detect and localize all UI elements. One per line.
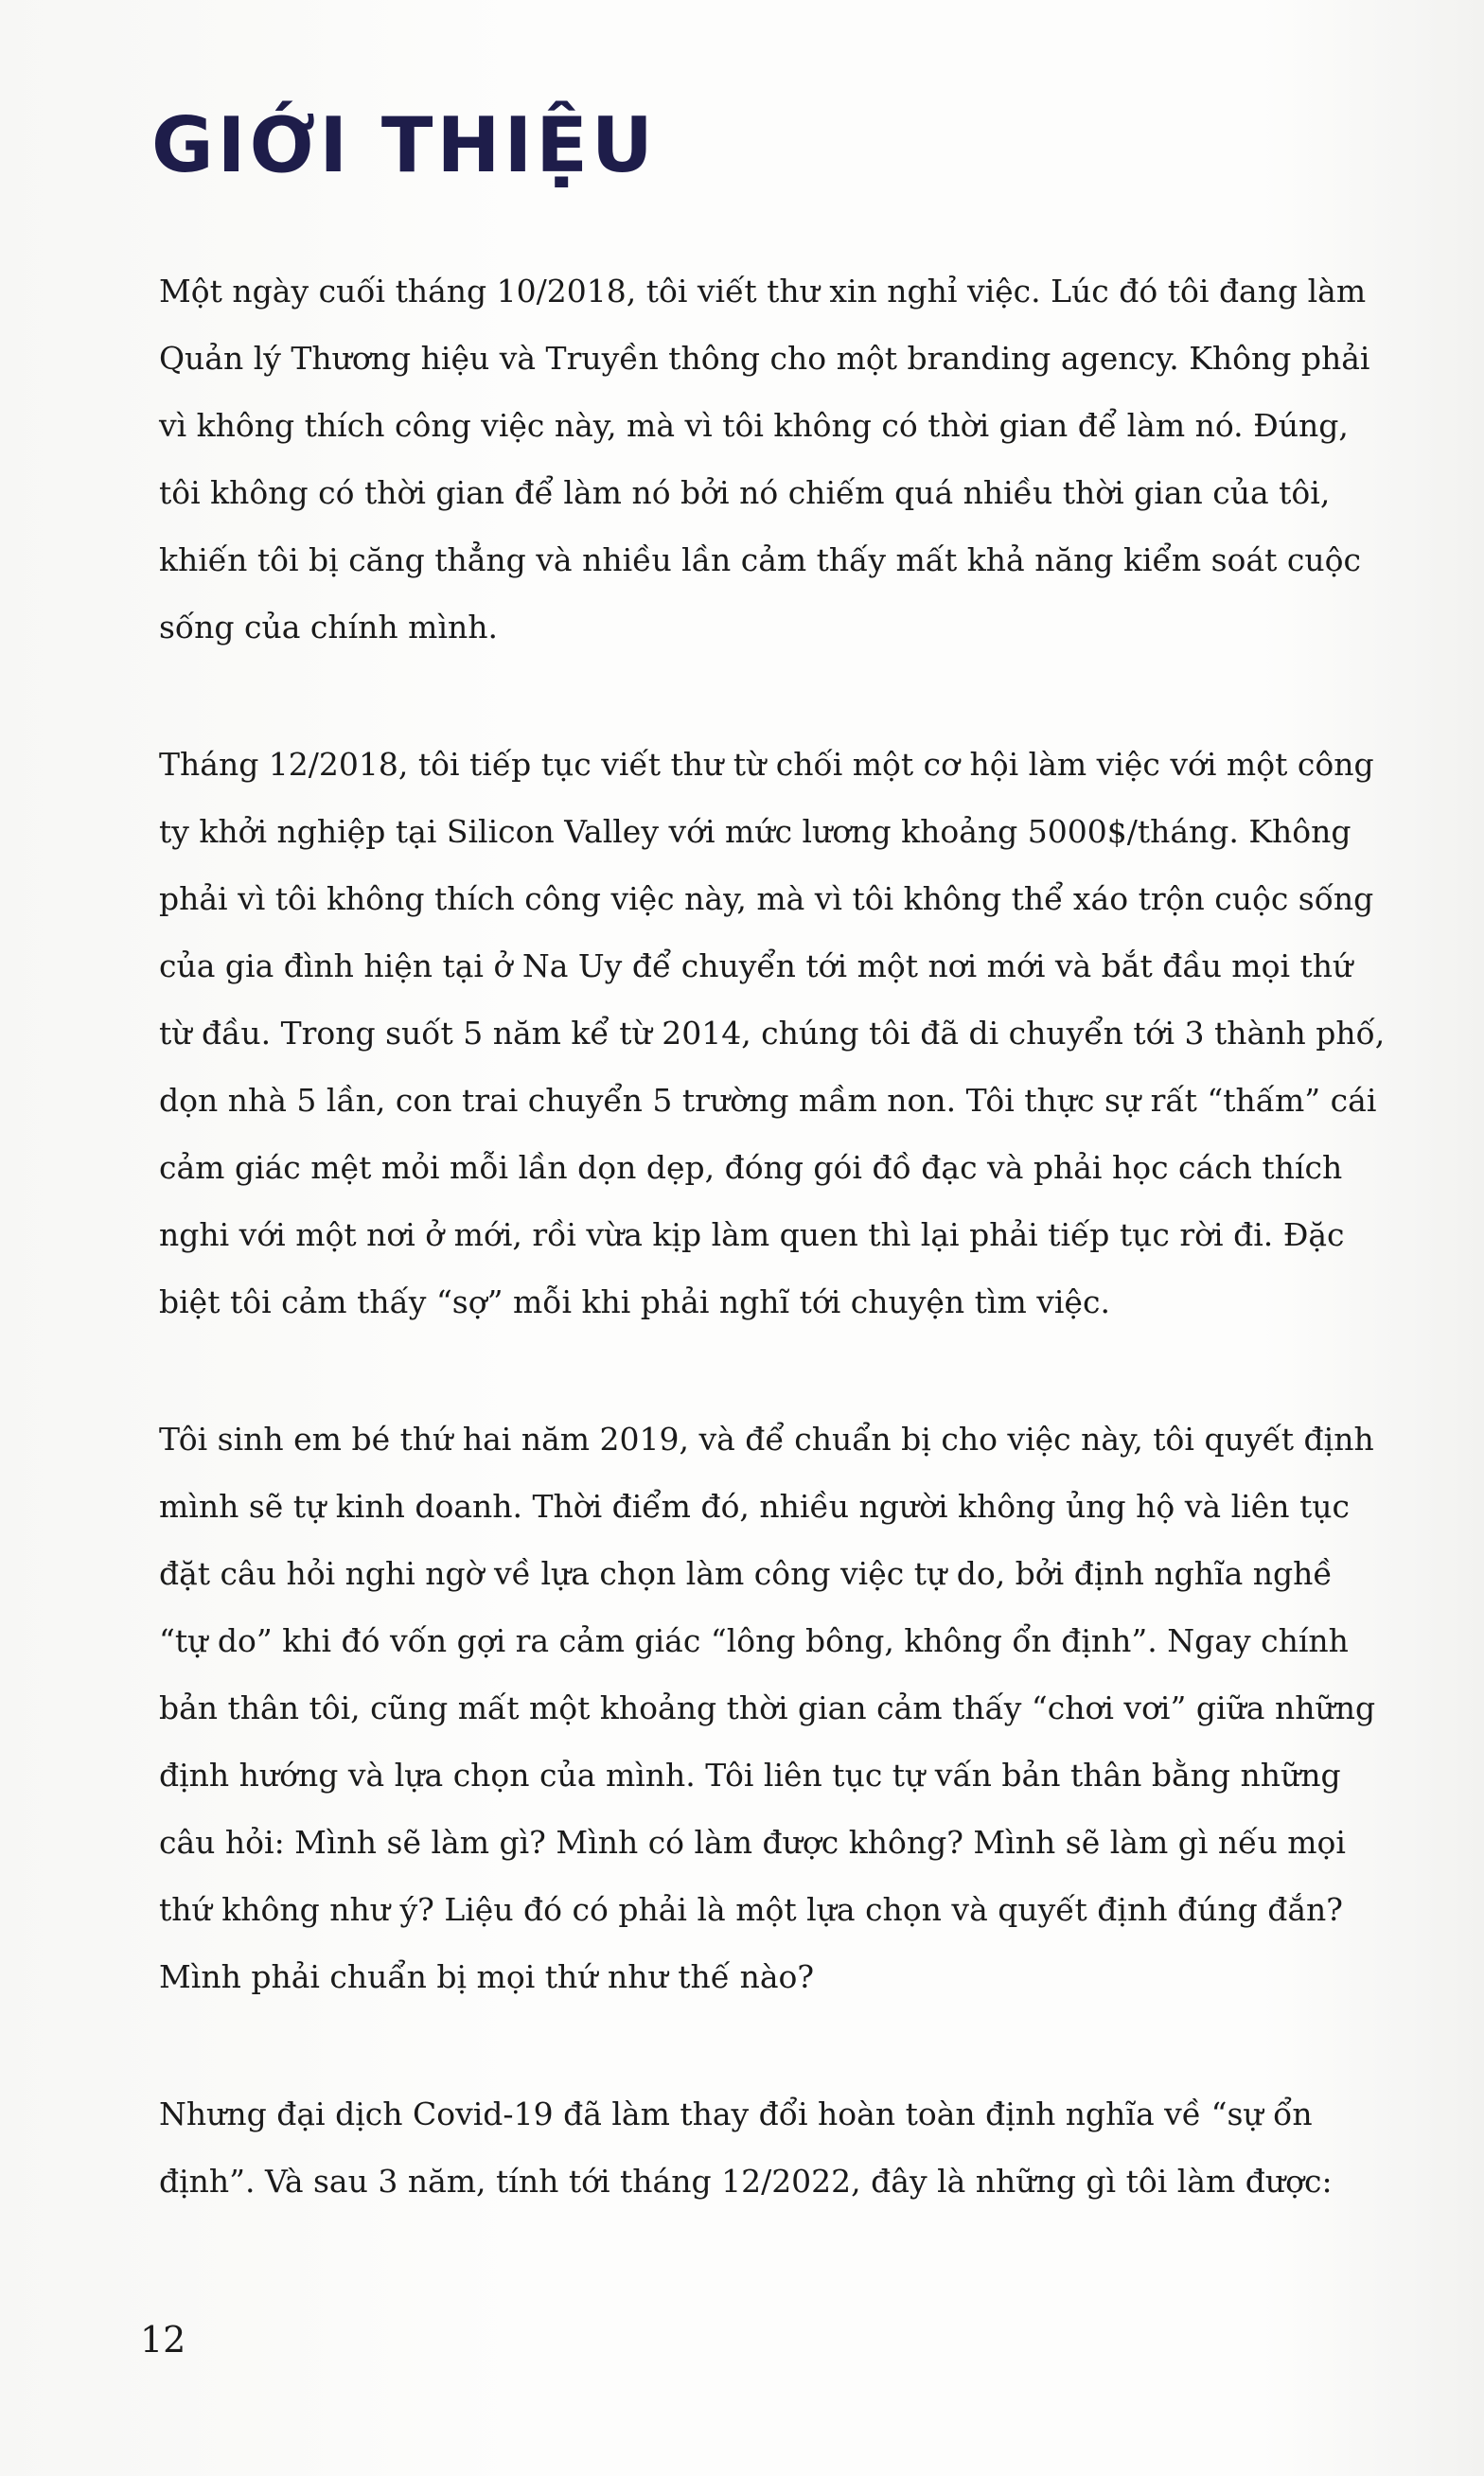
paragraph-4: Nhưng đại dịch Covid-19 đã làm thay đổi hoàn toàn định nghĩa về “sự ổn định”. Và sau 3 năm, tính tới tháng 12/2022, đây là những gì tôi làm được: [159, 2096, 1333, 2200]
chapter-title: GIỚI THIỆU [151, 101, 657, 189]
page-number: 12 [140, 2319, 186, 2361]
paragraph-3: Tôi sinh em bé thứ hai năm 2019, và để chuẩn bị cho việc này, tôi quyết định mình sẽ tự kinh doanh. Thời điểm đó, nhiều người không ủng hộ và liên tục đặt câu hỏi nghi ngờ về lựa chọn làm công việc tự do, bởi định nghĩa nghề “tự do” khi đó vốn gợi ra cảm giác “lông bông, không ổn định”. Ngay chính bản thân tôi, cũng mất một khoảng thời gian cảm thấy “chơi vơi” giữa những định hướng và lựa chọn của mình. Tôi liên tục tự vấn bản thân bằng những câu hỏi: Mình sẽ làm gì? Mình có làm được không? Mình sẽ làm gì nếu mọi thứ không như ý? Liệu đó có phải là một lựa chọn và quyết định đúng đắn? Mình phải chuẩn bị mọi thứ như thế nào? [159, 1421, 1376, 1995]
chapter-body [159, 257, 1389, 2285]
paragraph-2: Tháng 12/2018, tôi tiếp tục viết thư từ chối một cơ hội làm việc với một công ty khởi nghiệp tại Silicon Valley với mức lương khoảng 5000$/tháng. Không phải vì tôi không thích công việc này, mà vì tôi không thể xáo trộn cuộc sống của gia đình hiện tại ở Na Uy để chuyển tới một nơi mới và bắt đầu mọi thứ từ đầu. Trong suốt 5 năm kể từ 2014, chúng tôi đã di chuyển tới 3 thành phố, dọn nhà 5 lần, con trai chuyển 5 trường mầm non. Tôi thực sự rất “thấm” cái cảm giác mệt mỏi mỗi lần dọn dẹp, đóng gói đồ đạc và phải học cách thích nghi với một nơi ở mới, rồi vừa kịp làm quen thì lại phải tiếp tục rời đi. Đặc biệt tôi cảm thấy “sợ” mỗi khi phải nghĩ tới chuyện tìm việc. [159, 746, 1386, 1320]
paragraph-1: Một ngày cuối tháng 10/2018, tôi viết thư xin nghỉ việc. Lúc đó tôi đang làm Quản lý Thương hiệu và Truyền thông cho một branding agency. Không phải vì không thích công việc này, mà vì tôi không có thời gian để làm nó. Đúng, tôi không có thời gian để làm nó bởi nó chiếm quá nhiều thời gian của tôi, khiến tôi bị căng thẳng và nhiều lần cảm thấy mất khả năng kiểm soát cuộc sống của chính mình. [159, 273, 1370, 646]
